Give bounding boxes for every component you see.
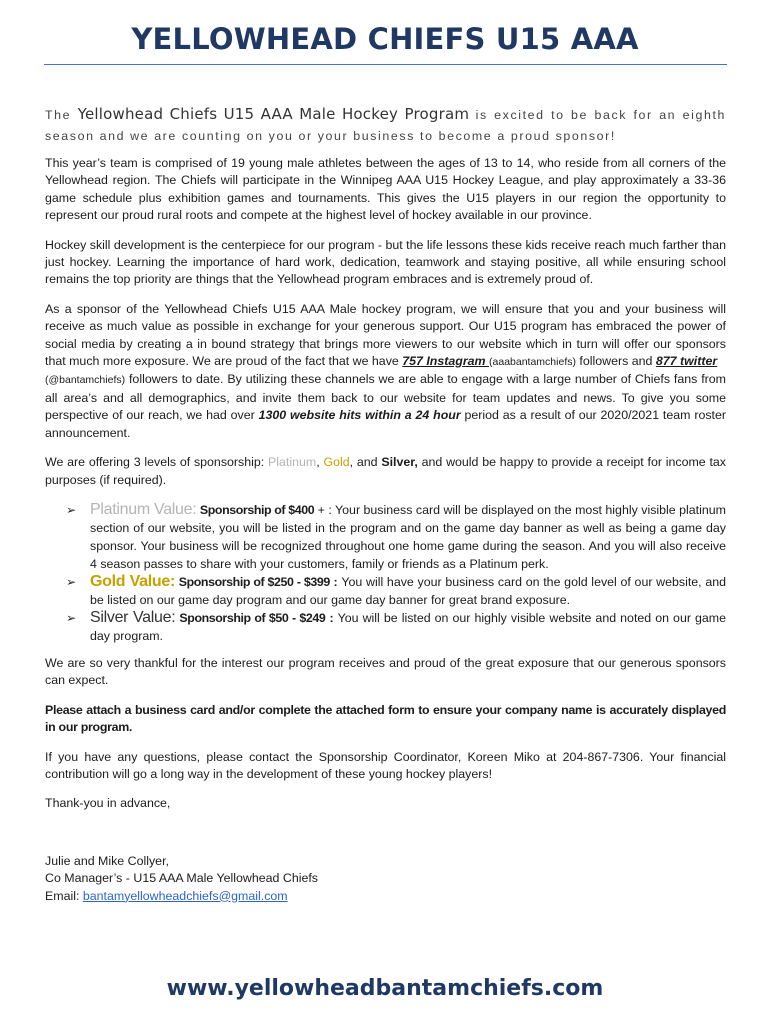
level-platinum — [66, 501, 726, 573]
website-hits: 1300 website hits within a 24 hour — [258, 408, 461, 423]
sponsor-text-mid: followers and — [575, 354, 656, 369]
sponsor-text-c: period as a result of our 2020/2021 team roster announcement. — [45, 408, 726, 440]
questions-paragraph: If you have any questions, please contact the Sponsorship Coordinator, Koreen Miko at 204-867-7306. Your financial contribution will go a long way in the development of these young hockey players! — [45, 749, 726, 781]
level-silver — [66, 609, 726, 645]
intro-paragraph — [45, 104, 726, 147]
sponsorship-levels — [45, 501, 726, 645]
program-name: Yellowhead Chiefs U15 AAA Male Hockey Program — [77, 105, 470, 123]
level-sep: + : — [314, 502, 336, 517]
sponsor-paragraph — [45, 301, 726, 442]
level-sep: : — [325, 610, 338, 625]
attach-notice: Please attach a business card and/or complete the attached form to ensure your company name is accurately displayed in our program. — [45, 702, 726, 735]
title-rule — [44, 64, 727, 65]
level-price: Sponsorship of $50 - $249 — [179, 610, 326, 625]
level-name: Platinum Value: — [90, 500, 197, 518]
intro-pre: The — [45, 108, 78, 122]
signature-names: Julie and Mike Collyer, — [45, 853, 169, 868]
signature-email-line — [45, 888, 726, 905]
arrow-bullet-icon: ➢ — [66, 574, 77, 589]
level-sep: : — [329, 574, 342, 589]
email-link[interactable]: bantamyellowheadchiefs@gmail.com — [82, 888, 288, 903]
development-paragraph: Hockey skill development is the centerpiece for our program - but the life lessons these kids receive reach much farther than just hockey. Learning the importance of hard work, dedication, teamwork and staying positive, all while ensuring school remains the top priority are things that the Yellowhead program embraces and is extremely proud of. — [45, 237, 726, 287]
signature-block — [45, 853, 726, 905]
gold-word: Gold — [323, 455, 350, 470]
intro-post: is excited to be back for an eighth season and we are counting on you or your business to become a proud sponsor! — [45, 108, 726, 143]
sponsor-text-b: followers to date. By utilizing these channels we are able to engage with a large number of Chiefs fans from all area’s and all demographics, and invite them back to our website for team updates and news. To give you some perspective of our reach, we had over — [45, 372, 726, 423]
arrow-bullet-icon: ➢ — [66, 502, 77, 517]
page-title: YELLOWHEAD CHIEFS U15 AAA — [131, 22, 639, 56]
level-text: You will be listed on our highly visible website and noted on our game day program. — [90, 610, 727, 643]
level-name: Silver Value: — [90, 608, 176, 626]
levels-comma: , — [316, 455, 324, 470]
levels-intro — [45, 454, 726, 489]
level-text: You will have your business card on the gold level of our website, and be listed on our game day program and our game day banner for great brand exposure. — [90, 574, 727, 607]
closing-line: Thank-you in advance, — [45, 796, 171, 811]
arrow-bullet-icon: ➢ — [66, 610, 77, 625]
level-gold — [66, 573, 726, 609]
twitter-count: 877 twitter — [655, 354, 718, 369]
website-url[interactable]: www.yellowheadbantamchiefs.com — [166, 976, 604, 1001]
levels-intro-tail: and would be happy to provide a receipt for income tax purposes (if required). — [45, 455, 726, 487]
letter-body — [45, 104, 726, 905]
instagram-count: 757 Instagram — [402, 354, 490, 369]
instagram-handle: (aaabantamchiefs) — [489, 356, 576, 369]
level-name: Gold Value: — [90, 572, 175, 590]
level-price: Sponsorship of $400 — [199, 502, 315, 517]
sponsor-text-a: As a sponsor of the Yellowhead Chiefs U15 AAA Male hockey program, we will ensure that you and your business will receive as much value as possible in exchange for your generous support. Our U15 program has embraced the power of social media by creating a in bound strategy that brings more viewers to our website which in turn will offer our sponsors that much more exposure. We are proud of the fact that we have — [45, 301, 726, 369]
signature-role: Co Manager’s - U15 AAA Male Yellowhead Chiefs — [45, 871, 318, 886]
level-price: Sponsorship of $250 - $399 — [178, 574, 330, 589]
twitter-handle: (@bantamchiefs) — [45, 374, 126, 387]
levels-intro-text: We are offering 3 levels of sponsorship: — [45, 455, 268, 470]
level-text: Your business card will be displayed on the most highly visible platinum section of our website, you will be listed in the program and on the game day banner as well as being a game day sponsor. Your business will be recognized throughout one home game during the season. And you will also receive 4 season passes to share with your customers, family or friends as a Platinum perk. — [90, 502, 726, 571]
team-paragraph: This year’s team is comprised of 19 young male athletes between the ages of 13 to 14, who reside from all corners of the Yellowhead region. The Chiefs will participate in the Winnipeg AAA U15 Hockey League, and play approximately a 33-36 game schedule plus exhibition games and tournaments. This gives the U15 players in our region the opportunity to represent our proud rural roots and compete at the highest level of hockey available in our province. — [45, 156, 726, 223]
thanks-paragraph: We are so very thankful for the interest our program receives and proud of the great exposure that our generous sponsors can expect. — [45, 655, 726, 688]
platinum-word: Platinum — [268, 455, 317, 470]
silver-word: Silver, — [381, 455, 418, 470]
email-label: Email: — [45, 888, 83, 903]
levels-and: , and — [349, 455, 382, 470]
